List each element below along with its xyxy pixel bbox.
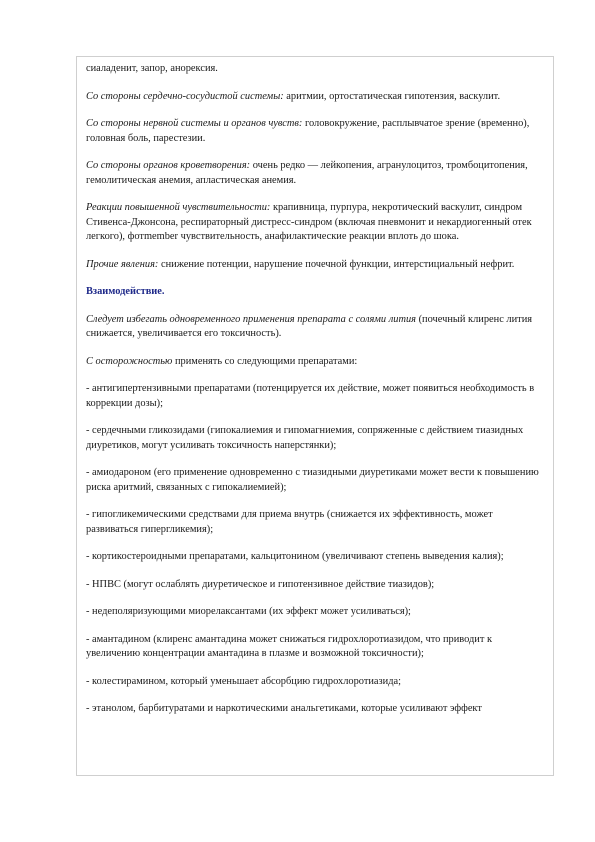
paragraph-hematopoietic — [86, 159, 546, 188]
paragraph-lead: Реакции повышенной чувствительности: — [86, 202, 271, 213]
paragraph-hypersensitivity — [86, 201, 546, 245]
interaction-item: - кортикостероидными препаратами, кальцитонином (увеличивают степень выведения калия); — [86, 551, 504, 562]
paragraph-nervous-system — [86, 117, 546, 146]
paragraph-lead: Следует избегать одновременного применения препарата с солями лития — [86, 313, 416, 325]
paragraph-text: снижение потенции, нарушение почечной функции, интерстициальный нефрит. — [158, 258, 515, 270]
paragraph-text: крапивница, пурпура, некротический васкулит, синдром Стивенса-Джонсона, респираторный дистресс-синдром (включая пневмонит и некардиогенный отек легкого), фотmember чувствительность, анафилактические реакции вплоть до шока. — [86, 202, 532, 242]
paragraph-text: аритмии, ортостатическая гипотензия, васкулит. — [283, 90, 501, 102]
paragraph-text: очень редко — лейкопения, агранулоцитоз, тромбоцитопения, гемолитическая анемия, апластическая анемия. — [86, 160, 528, 186]
interaction-item: - сердечными гликозидами (гипокалиемия и гипомагниемия, сопряженные с действием тиазидных диуретиков, могут усиливать токсичность наперстянки); — [86, 425, 524, 451]
interaction-item: - гипогликемическими средствами для приема внутрь (снижается их эффективность, может развиваться гипергликемия); — [86, 509, 493, 535]
interaction-item: - недеполяризующими миорелаксантами (их эффект может усиливаться); — [86, 606, 411, 617]
paragraph-text: применять со следующими препаратами: — [172, 355, 358, 367]
paragraph-lead: Со стороны сердечно-сосудистой системы: — [86, 90, 284, 102]
section-heading-interactions: Взаимодействие. — [86, 286, 165, 297]
paragraph-lithium — [86, 313, 546, 342]
paragraph-other-effects — [86, 258, 546, 273]
paragraph-text: (почечный клиренс лития снижается, увеличивается его токсичность). — [86, 313, 533, 339]
interaction-item: - НПВС (могут ослаблять диуретическое и гипотензивное действие тиазидов); — [86, 578, 435, 590]
paragraph-continuation — [86, 62, 546, 77]
paragraph-lead: Со стороны органов кроветворения: — [86, 160, 251, 171]
interaction-item: - этанолом, барбитуратами и наркотическими анальгетиками, которые усиливают эффект — [86, 703, 482, 714]
paragraph-text: сиаладенит, запор, анорексия. — [86, 63, 218, 74]
paragraph-text: головокружение, расплывчатое зрение (временно), головная боль, парестезии. — [86, 118, 530, 144]
paragraph-lead: Со стороны нервной системы и органов чувств: — [86, 118, 303, 129]
document-content — [86, 62, 546, 730]
interaction-item: - амиодароном (его применение одновременно с тиазидными диуретиками может вести к повышению риска аритмий, связанных с гипокалиемией); — [86, 467, 539, 493]
paragraph-caution — [86, 355, 546, 370]
interaction-item: - колестирамином, который уменьшает абсорбцию гидрохлоротиазида; — [86, 675, 401, 687]
paragraph-lead: С осторожностью — [86, 355, 173, 367]
paragraph-lead: Прочие явления: — [86, 258, 159, 270]
interaction-item: - амантадином (клиренс амантадина может снижаться гидрохлоротиазидом, что приводит к увеличению концентрации амантадина в плазме и возможной токсичности); — [86, 633, 493, 659]
paragraph-cardiovascular — [86, 90, 546, 105]
interaction-item: - антигипертензивными препаратами (потенцируется их действие, может появиться необходимость в коррекции дозы); — [86, 383, 535, 409]
